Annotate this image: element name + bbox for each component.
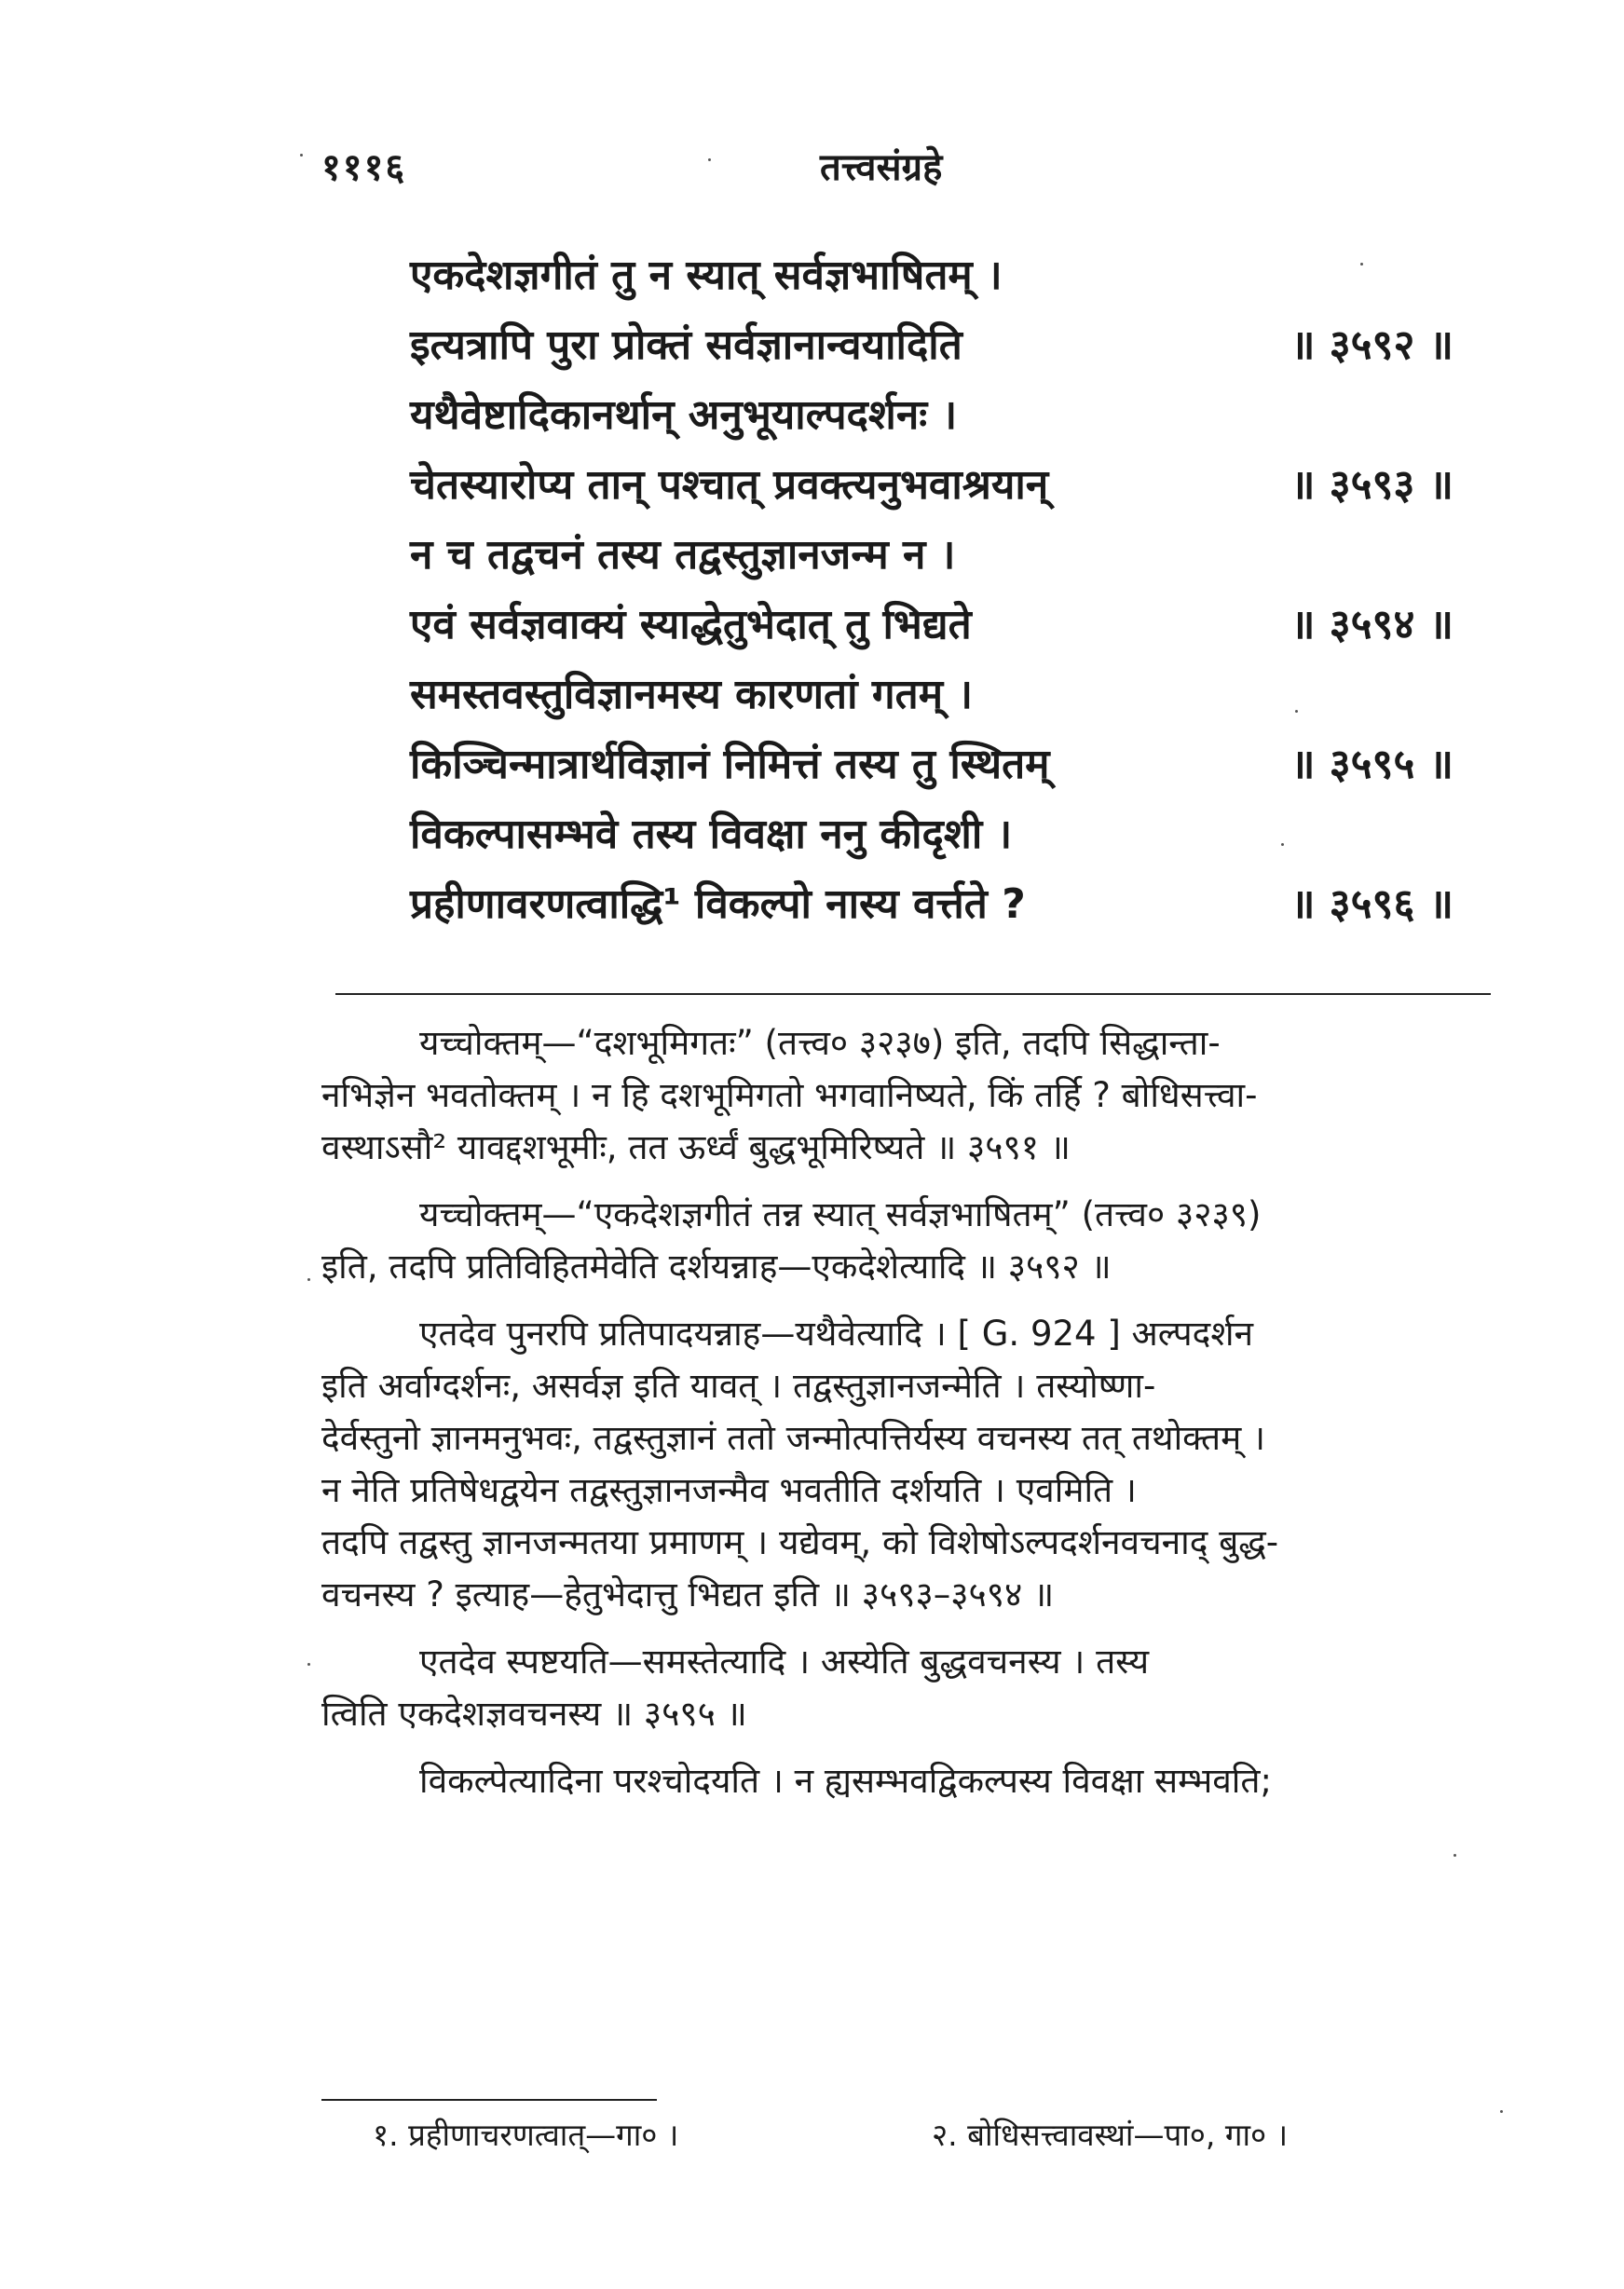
commentary-line: यच्चोक्तम्—“दशभूमिगतः” (तत्त्व० ३२३७) इति, तदपि सिद्धान्ता- [419, 1023, 1221, 1063]
verse-number: ॥ ३५९३ ॥ [1290, 461, 1453, 509]
commentary-paragraph [321, 1755, 1486, 1807]
section-divider [335, 993, 1491, 995]
verse-text: यथैवेष्टादिकानर्थान् अनुभूयाल्पदर्शनः । [410, 391, 958, 439]
commentary-line: वचनस्य ? इत्याह—हेतुभेदात्तु भिद्यत इति ॥ ३५९३–३५९४ ॥ [321, 1574, 1055, 1615]
verse-number: ॥ ३५९५ ॥ [1290, 741, 1453, 788]
scan-speck [300, 154, 303, 157]
verse-text: किञ्चिन्मात्रार्थविज्ञानं निमित्तं तस्य तु स्थितम् [410, 741, 1050, 788]
commentary-line: विकल्पेत्यादिना परश्चोदयति । न ह्यसम्भवद्विकल्पस्य विवक्षा सम्भवति; [419, 1761, 1272, 1801]
verse-text: चेतस्यारोप्य तान् पश्चात् प्रवक्त्यनुभवाश्रयान् [410, 461, 1049, 509]
verse-line [410, 450, 1453, 520]
verse-line [410, 380, 1453, 450]
scan-speck [1281, 843, 1284, 846]
verse-text: प्रहीणावरणत्वाद्धि¹ विकल्पो नास्य वर्त्तते ? [410, 880, 1026, 928]
verse-block [410, 240, 1453, 939]
commentary-paragraph [321, 1189, 1486, 1293]
running-title: तत्त्वसंग्रहे [820, 146, 943, 189]
verse-text: विकल्पासम्भवे तस्य विवक्षा ननु कीदृशी । [410, 811, 1013, 858]
verse-line [410, 310, 1453, 380]
commentary-line: एतदेव पुनरपि प्रतिपादयन्नाह—यथैवेत्यादि । [ G. 924 ] अल्पदर्शन [419, 1314, 1254, 1354]
commentary-paragraph [321, 1308, 1486, 1621]
footnote: १. प्रहीणाचरणत्वात्—गा० । [373, 2117, 679, 2153]
commentary-paragraph [321, 1636, 1486, 1740]
commentary-paragraph [321, 1017, 1486, 1174]
verse-number: ॥ ३५९६ ॥ [1290, 880, 1453, 928]
verse-line [410, 869, 1453, 939]
commentary-line: न नेति प्रतिषेधद्वयेन तद्वस्तुज्ञानजन्मैव भवतीति दर्शयति । एवमिति । [321, 1470, 1137, 1510]
scan-speck [307, 1278, 310, 1281]
commentary-block [321, 1017, 1486, 1822]
commentary-line: देर्वस्तुनो ज्ञानमनुभवः, तद्वस्तुज्ञानं ततो जन्मोत्पत्तिर्यस्य वचनस्य तत् तथोक्तम् । [321, 1418, 1265, 1458]
commentary-line: वस्थाऽसौ² यावद्दशभूमीः, तत ऊर्ध्वं बुद्धभूमिरिष्यते ॥ ३५९१ ॥ [321, 1127, 1071, 1167]
verse-number: ॥ ३५९२ ॥ [1290, 321, 1453, 369]
scan-speck [1295, 710, 1298, 713]
commentary-line: तदपि तद्वस्तु ज्ञानजन्मतया प्रमाणम् । यद्येवम्, को विशेषोऽल्पदर्शनवचनाद् बुद्ध- [321, 1522, 1279, 1562]
commentary-line: नभिज्ञेन भवतोक्तम् । न हि दशभूमिगतो भगवानिष्यते, किं तर्हि ? बोधिसत्त्वा- [321, 1075, 1258, 1115]
scan-speck [1360, 263, 1363, 266]
verse-line [410, 520, 1453, 590]
commentary-line: इति, तदपि प्रतिविहितमेवेति दर्शयन्नाह—एकदेशेत्यादि ॥ ३५९२ ॥ [321, 1247, 1112, 1287]
scan-speck [708, 158, 711, 161]
verse-text: न च तद्वचनं तस्य तद्वस्तुज्ञानजन्म न । [410, 531, 956, 579]
footnote-divider [321, 2099, 657, 2101]
commentary-line: इति अर्वाग्दर्शनः, असर्वज्ञ इति यावत् । तद्वस्तुज्ञानजन्मेति । तस्योष्णा- [321, 1366, 1156, 1406]
verse-line [410, 590, 1453, 660]
commentary-line: एतदेव स्पष्टयति—समस्तेत्यादि । अस्येति बुद्धवचनस्य । तस्य [419, 1642, 1150, 1682]
verse-line [410, 729, 1453, 799]
verse-text: एकदेशज्ञगीतं तु न स्यात् सर्वज्ञभाषितम् । [410, 252, 1003, 299]
verse-text: एवं सर्वज्ञवाक्यं स्याद्धेतुभेदात् तु भिद्यते [410, 601, 972, 648]
verse-text: इत्यत्रापि पुरा प्रोक्तं सर्वज्ञानान्वयादिति [410, 321, 962, 369]
commentary-line: यच्चोक्तम्—“एकदेशज्ञगीतं तन्न स्यात् सर्वज्ञभाषितम्” (तत्त्व० ३२३९) [419, 1194, 1262, 1234]
footnote: २. बोधिसत्त्वावस्थां—पा०, गा० । [932, 2117, 1289, 2153]
verse-line [410, 660, 1453, 729]
verse-number: ॥ ३५९४ ॥ [1290, 601, 1453, 648]
commentary-line: त्विति एकदेशज्ञवचनस्य ॥ ३५९५ ॥ [321, 1694, 747, 1734]
page-number: १११६ [321, 146, 407, 189]
verse-line [410, 240, 1453, 310]
verse-line [410, 799, 1453, 869]
scan-speck [1453, 1854, 1456, 1857]
verse-text: समस्तवस्तुविज्ञानमस्य कारणतां गतम् । [410, 671, 974, 718]
scan-speck [307, 1663, 310, 1666]
scan-speck [1500, 2110, 1503, 2113]
